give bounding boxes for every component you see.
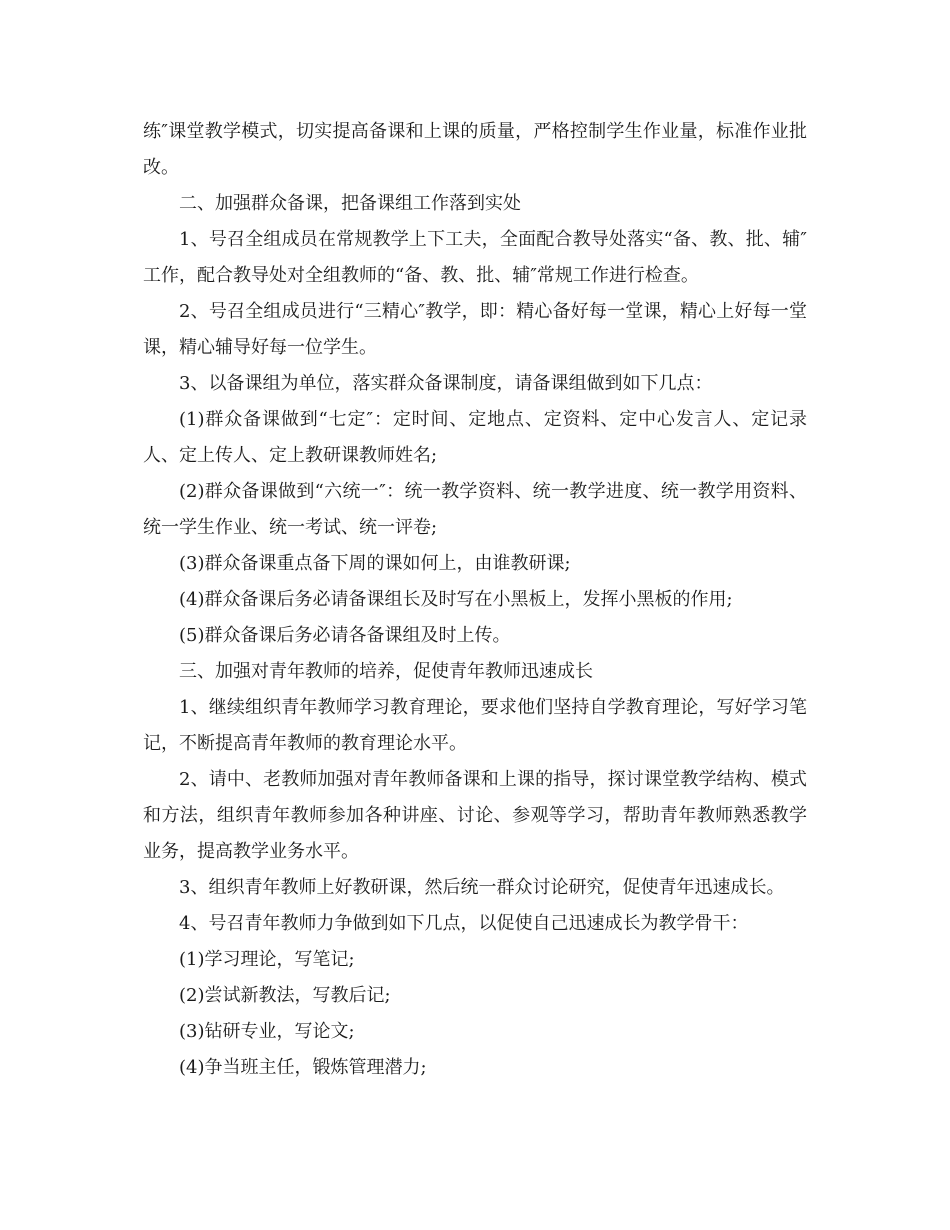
list-item: (4)群众备课后务必请备课组长及时写在小黑板上，发挥小黑板的作用; xyxy=(179,589,733,610)
list-item: (2)群众备课做到“六统一″：统一教学资料、统一教学进度、统一教学用资料、统一学生作业、统一考试、统一评卷; xyxy=(143,481,807,538)
paragraph: 2、号召全组成员进行“三精心″教学，即：精心备好每一堂课，精心上好每一堂课，精心辅导好每一位学生。 xyxy=(143,301,807,358)
section-heading: 二、加强群众备课，把备课组工作落到实处 xyxy=(179,193,521,214)
list-item: (2)尝试新教法，写教后记; xyxy=(179,985,391,1006)
list-item: (3)群众备课重点备下周的课如何上，由谁教研课; xyxy=(179,553,571,574)
paragraph: 2、请中、老教师加强对青年教师备课和上课的指导，探讨课堂教学结构、模式和方法，组织青年教师参加各种讲座、讨论、参观等学习，帮助青年教师熟悉教学业务，提高教学业务水平。 xyxy=(143,769,807,862)
list-item: (1)群众备课做到“七定″：定时间、定地点、定资料、定中心发言人、定记录人、定上传人、定上教研课教师姓名; xyxy=(143,409,807,466)
list-item: (5)群众备课后务必请各备课组及时上传。 xyxy=(179,625,511,646)
paragraph: 4、号召青年教师力争做到如下几点，以促使自己迅速成长为教学骨干： xyxy=(179,913,749,934)
list-item: (3)钻研专业，写论文; xyxy=(179,1021,355,1042)
paragraph-continuation: 练″课堂教学模式，切实提高备课和上课的质量，严格控制学生作业量，标准作业批改。 xyxy=(143,121,807,178)
paragraph: 1、号召全组成员在常规教学上下工夫，全面配合教导处落实“备、教、批、辅″工作，配合教导处对全组教师的“备、教、批、辅″常规工作进行检查。 xyxy=(143,229,807,286)
list-item: (1)学习理论，写笔记; xyxy=(179,949,355,970)
list-item: (4)争当班主任，锻炼管理潜力; xyxy=(179,1057,427,1078)
paragraph: 1、继续组织青年教师学习教育理论，要求他们坚持自学教育理论，写好学习笔记，不断提高青年教师的教育理论水平。 xyxy=(143,697,807,754)
paragraph: 3、以备课组为单位，落实群众备课制度，请备课组做到如下几点： xyxy=(179,373,713,394)
document-body xyxy=(143,114,807,1086)
paragraph: 3、组织青年教师上好教研课，然后统一群众讨论研究，促使青年迅速成长。 xyxy=(179,877,785,898)
section-heading: 三、加强对青年教师的培养，促使青年教师迅速成长 xyxy=(179,661,593,682)
